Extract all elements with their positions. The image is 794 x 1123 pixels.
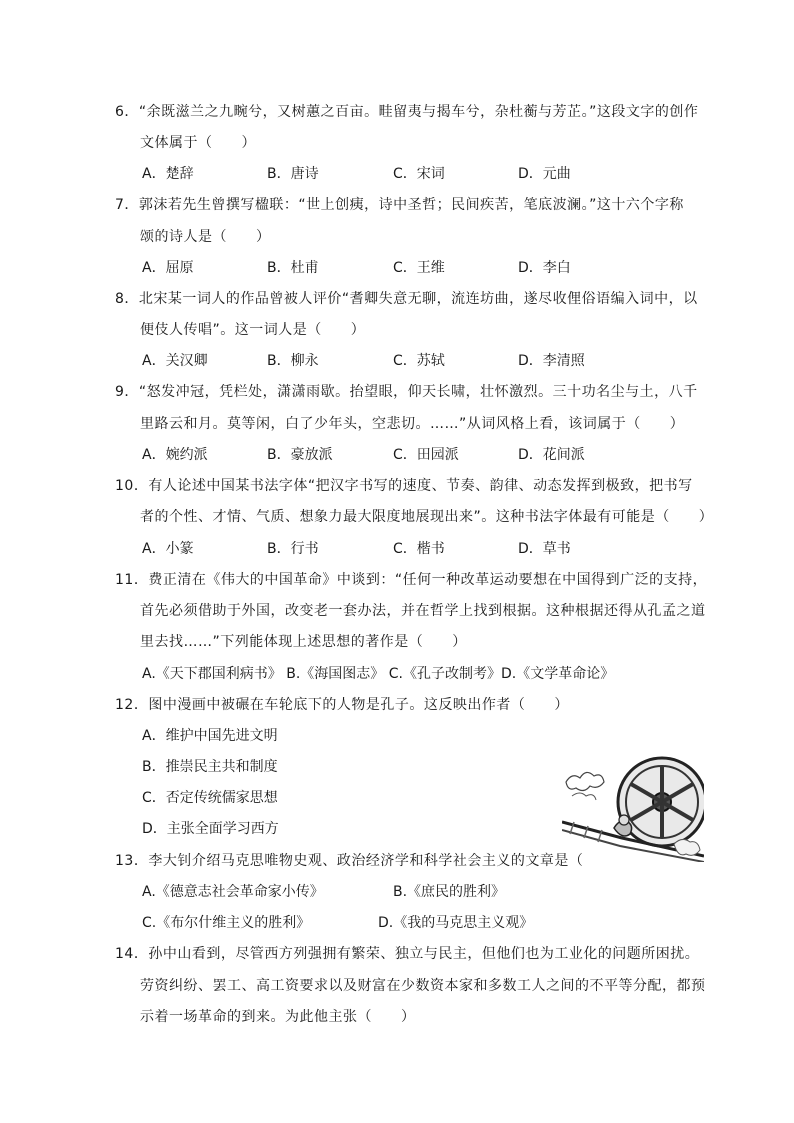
q14-stem-line2: 劳资纠纷、罢工、高工资要求以及财富在少数资本家和多数工人之间的不平等分配，都预 — [140, 978, 706, 994]
q9-option-a: A．婉约派 — [142, 447, 208, 463]
q13-stem-line1: 13．李大钊介绍马克思唯物史观、政治经济学和科学社会主义的文章是（ — [115, 853, 584, 869]
q7-stem-line2: 颂的诗人是（ ） — [140, 229, 271, 245]
q6-option-c: C．宋词 — [393, 166, 445, 182]
q6-option-b: B．唐诗 — [267, 166, 319, 182]
q12-option-a: A．维护中国先进文明 — [142, 728, 278, 744]
q11-stem-line2: 首先必须借助于外国，改变老一套办法，并在哲学上找到根据。这种根据还得从孔孟之道 — [140, 603, 706, 619]
q10-option-b: B．行书 — [267, 541, 319, 557]
q10-option-c: C．楷书 — [393, 541, 445, 557]
q8-option-b: B．柳永 — [267, 353, 319, 369]
q13-option-d: D.《我的马克思主义观》 — [378, 915, 534, 931]
q13-option-c: C.《布尔什维主义的胜利》 — [142, 915, 311, 931]
q9-option-b: B．豪放派 — [267, 447, 333, 463]
q10-stem-line1: 10．有人论述中国某书法字体“把汉字书写的速度、节奏、韵律、动态发挥到极致，把书写 — [115, 478, 693, 494]
q12-option-c: C．否定传统儒家思想 — [142, 790, 278, 806]
q8-stem-line2: 便伎人传唱”。这一词人是（ ） — [140, 322, 366, 338]
q7-option-c: C．王维 — [393, 260, 445, 276]
cartoon-illustration — [562, 752, 704, 862]
q9-stem-line2: 里路云和月。莫等闲，白了少年头，空悲切。……”从词风格上看，该词属于（ ） — [140, 416, 685, 432]
q6-option-d: D．元曲 — [518, 166, 571, 182]
q11-options: A.《天下郡国利病书》 B.《海国图志》 C.《孔子改制考》D.《文学革命论》 — [142, 666, 615, 682]
q12-option-b: B．推崇民主共和制度 — [142, 759, 278, 775]
q10-option-d: D．草书 — [518, 541, 571, 557]
q7-option-b: B．杜甫 — [267, 260, 319, 276]
q11-stem-line3: 里去找……”下列能体现上述思想的著作是（ ） — [140, 634, 467, 650]
q12-option-d: D．主张全面学习西方 — [142, 821, 279, 837]
q7-option-d: D．李白 — [518, 260, 571, 276]
q8-option-a: A．关汉卿 — [142, 353, 208, 369]
q13-option-b: B.《庶民的胜利》 — [393, 884, 506, 900]
q8-option-c: C．苏轼 — [393, 353, 445, 369]
q7-stem-line1: 7．郭沫若先生曾撰写楹联：“世上创痍，诗中圣哲；民间疾苦，笔底波澜。”这十六个字称 — [115, 197, 684, 213]
q8-option-d: D．李清照 — [518, 353, 585, 369]
q8-stem-line1: 8．北宋某一词人的作品曾被人评价“耆卿失意无聊，流连坊曲，遂尽收俚俗语编入词中，以 — [115, 291, 698, 307]
q6-option-a: A．楚辞 — [142, 166, 194, 182]
q14-stem-line1: 14．孙中山看到，尽管西方列强拥有繁荣、独立与民主，但他们也为工业化的问题所困扰。 — [115, 946, 700, 962]
q9-stem-line1: 9．“怒发冲冠，凭栏处，潇潇雨歇。抬望眼，仰天长啸，壮怀激烈。三十功名尘与土，八千 — [115, 384, 698, 400]
q9-option-c: C．田园派 — [393, 447, 459, 463]
q7-option-a: A．屈原 — [142, 260, 194, 276]
q6-stem-line1: 6．“余既滋兰之九畹兮，又树蕙之百亩。畦留夷与揭车兮，杂杜蘅与芳芷。”这段文字的创作 — [115, 104, 699, 120]
q10-option-a: A．小篆 — [142, 541, 194, 557]
q10-stem-line2: 者的个性、才情、气质、想象力最大限度地展现出来”。这种书法字体最有可能是（ ） — [140, 509, 714, 525]
q11-stem-line1: 11．费正清在《伟大的中国革命》中谈到：“任何一种改革运动要想在中国得到广泛的支持， — [115, 572, 708, 588]
q13-option-a: A.《德意志社会革命家小传》 — [142, 884, 324, 900]
q9-option-d: D．花间派 — [518, 447, 585, 463]
q12-stem-line1: 12．图中漫画中被碾在车轮底下的人物是孔子。这反映出作者（ ） — [115, 697, 569, 713]
q6-stem-line2: 文体属于（ ） — [140, 135, 256, 151]
q14-stem-line3: 示着一场革命的到来。为此他主张（ ） — [140, 1009, 416, 1025]
